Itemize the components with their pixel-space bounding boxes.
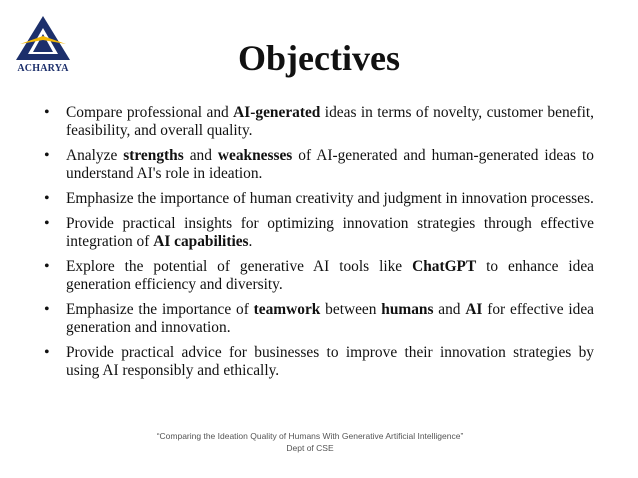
- objective-emphasis: ChatGPT: [412, 258, 477, 275]
- objective-text: Compare professional and: [66, 104, 234, 121]
- objective-text: .: [248, 233, 253, 250]
- objective-item: [44, 190, 594, 208]
- objective-text: Provide practical insights for optimizing innovation strategies through effective integration of: [66, 215, 594, 250]
- objective-text: Provide practical advice for businesses to improve their innovation strategies by using AI responsibly and ethically.: [66, 344, 594, 379]
- objective-text: for effective idea generation and innovation.: [66, 301, 594, 336]
- objective-emphasis: humans: [381, 301, 434, 318]
- objective-text: Emphasize the importance of: [66, 301, 254, 318]
- objective-text: and: [183, 147, 218, 164]
- objective-text: Analyze: [66, 147, 124, 164]
- objective-text: of AI-generated and human-generated ideas to understand AI's role in ideation.: [66, 147, 595, 182]
- objective-emphasis: weaknesses: [217, 147, 293, 164]
- objective-text: ideas in terms of novelty, customer benefit, feasibility, and overall quality.: [66, 104, 595, 139]
- objective-emphasis: AI-generated: [233, 104, 321, 121]
- logo-text: ACHARYA: [17, 63, 69, 74]
- objective-text: Emphasize the importance of human creativity and judgment in innovation processes.: [66, 190, 594, 207]
- objective-text: Explore the potential of generative AI tools like: [66, 258, 413, 275]
- objectives-list: [44, 104, 594, 387]
- objective-emphasis: AI: [465, 301, 483, 318]
- objective-emphasis: teamwork: [253, 301, 321, 318]
- footer-department: Dept of CSE: [286, 443, 334, 453]
- objective-emphasis: AI capabilities: [153, 233, 249, 250]
- objective-item: [44, 147, 594, 183]
- objective-item: [44, 104, 594, 140]
- objective-text: to enhance idea generation efficiency and diversity.: [66, 258, 595, 293]
- footer-citation: “Comparing the Ideation Quality of Humans With Generative Artificial Intelligence”: [156, 431, 464, 441]
- objective-text: and: [433, 301, 466, 318]
- slide-footer: [100, 430, 520, 454]
- objective-item: [44, 344, 594, 380]
- slide-title: Objectives: [238, 38, 400, 78]
- objective-item: [44, 215, 594, 251]
- objective-emphasis: strengths: [123, 147, 184, 164]
- objective-text: between: [320, 301, 382, 318]
- objective-item: [44, 258, 594, 294]
- objective-item: [44, 301, 594, 337]
